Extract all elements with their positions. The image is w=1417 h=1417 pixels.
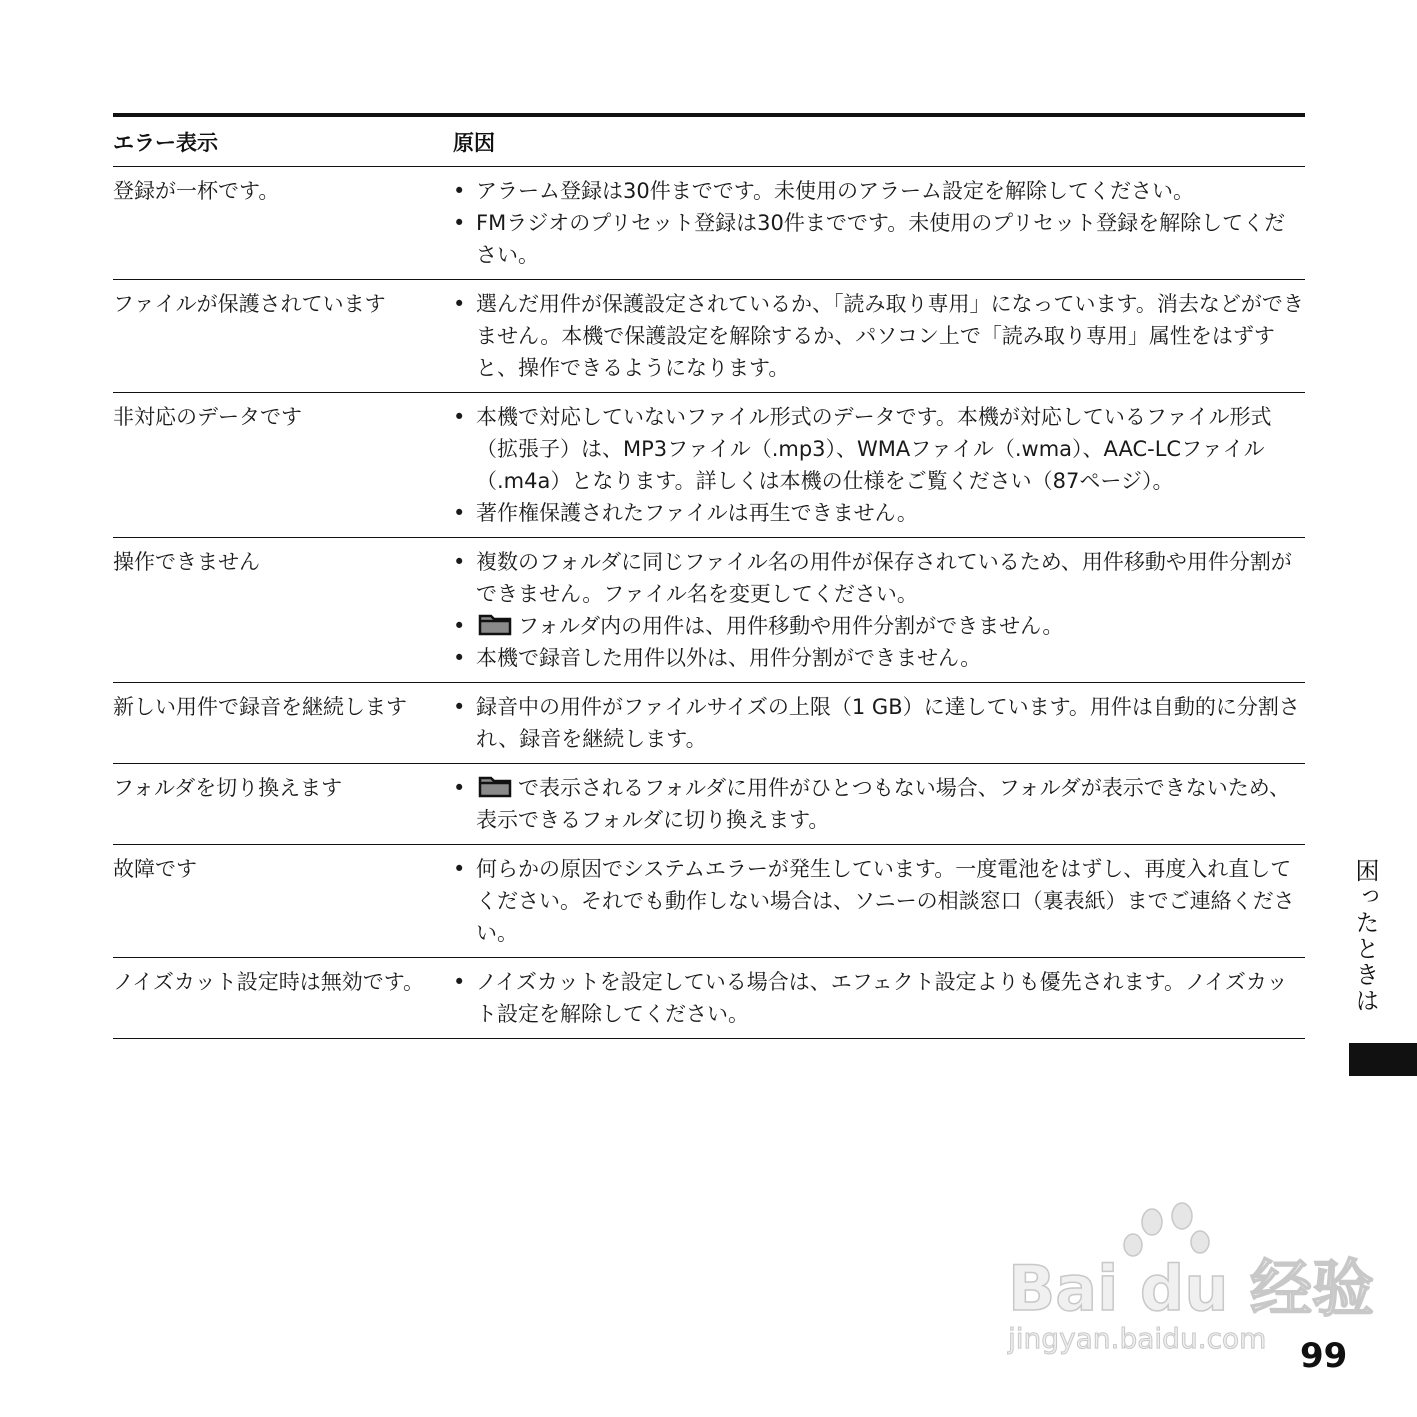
page-number: 99	[1300, 1336, 1348, 1376]
watermark	[1000, 1200, 1375, 1374]
cause-item	[453, 772, 1305, 836]
cause-item	[453, 497, 1305, 529]
cause-item	[453, 288, 1305, 384]
cause-text: 本機で録音した用件以外は、用件分割ができません。	[476, 646, 982, 670]
bullet-icon: •	[453, 614, 466, 638]
cause-cell	[453, 393, 1305, 538]
folder-icon	[478, 774, 512, 798]
error-message-cell: 操作できません	[113, 550, 260, 574]
bullet-icon: •	[453, 695, 466, 719]
cause-list	[453, 853, 1305, 949]
baidu-watermark-logo	[1000, 1200, 1375, 1370]
cause-text: 複数のフォルダに同じファイル名の用件が保存されているため、用件移動や用件分割ができません。ファイル名を変更してください。	[476, 550, 1292, 606]
error-message-cell: ファイルが保護されています	[113, 292, 386, 316]
error-message-cell: 新しい用件で録音を継続します	[113, 695, 407, 719]
table-row	[113, 280, 1305, 393]
cause-cell	[453, 167, 1305, 280]
bullet-icon: •	[453, 211, 466, 235]
cause-item	[453, 642, 1305, 674]
cause-item	[453, 610, 1305, 642]
bullet-icon: •	[453, 646, 466, 670]
table-row	[113, 958, 1305, 1039]
cause-list	[453, 546, 1305, 674]
cause-list	[453, 288, 1305, 384]
cause-cell	[453, 683, 1305, 764]
cause-cell	[453, 958, 1305, 1039]
table-row	[113, 538, 1305, 683]
section-tab-marker	[1349, 1043, 1417, 1076]
cause-text: フォルダ内の用件は、用件移動や用件分割ができません。	[518, 614, 1064, 638]
bullet-icon: •	[453, 970, 466, 994]
cause-text: 本機で対応していないファイル形式のデータです。本機が対応しているファイル形式（拡張子）は、MP3ファイル（.mp3）、WMAファイル（.wma）、AAC-LCファイル（.m4a）となります。詳しくは本機の仕様をご覧ください（87ページ）。	[476, 405, 1272, 493]
error-table-container	[113, 113, 1305, 1039]
table-row	[113, 167, 1305, 280]
table-row	[113, 764, 1305, 845]
table-row	[113, 845, 1305, 958]
error-message-cell: ノイズカット設定時は無効です。	[113, 970, 425, 994]
cause-cell	[453, 280, 1305, 393]
bullet-icon: •	[453, 776, 466, 800]
cause-list	[453, 966, 1305, 1030]
table-header-row	[113, 115, 1305, 167]
table-row	[113, 393, 1305, 538]
cause-item	[453, 546, 1305, 610]
bullet-icon: •	[453, 292, 466, 316]
table-body	[113, 167, 1305, 1039]
folder-icon	[478, 612, 512, 636]
cause-list	[453, 175, 1305, 271]
cause-list	[453, 401, 1305, 529]
header-error-display: エラー表示	[113, 131, 218, 155]
watermark-url: jingyan.baidu.com	[1008, 1322, 1267, 1355]
error-table	[113, 113, 1305, 1039]
table-row	[113, 683, 1305, 764]
cause-text: ノイズカットを設定している場合は、エフェクト設定よりも優先されます。ノイズカット設定を解除してください。	[476, 970, 1288, 1026]
cause-text: 何らかの原因でシステムエラーが発生しています。一度電池をはずし、再度入れ直してください。それでも動作しない場合は、ソニーの相談窓口（裏表紙）までご連絡ください。	[476, 857, 1295, 945]
error-message-cell: 登録が一杯です。	[113, 179, 280, 203]
cause-cell	[453, 764, 1305, 845]
bullet-icon: •	[453, 857, 466, 881]
error-message-cell: フォルダを切り換えます	[113, 776, 343, 800]
error-message-cell: 故障です	[113, 857, 197, 881]
bullet-icon: •	[453, 550, 466, 574]
cause-item	[453, 691, 1305, 755]
cause-list	[453, 772, 1305, 836]
bullet-icon: •	[453, 405, 466, 429]
header-cause: 原因	[453, 131, 495, 155]
cause-cell	[453, 538, 1305, 683]
cause-text: FMラジオのプリセット登録は30件までです。未使用のプリセット登録を解除してください。	[476, 211, 1286, 267]
cause-item	[453, 207, 1305, 271]
bullet-icon: •	[453, 501, 466, 525]
cause-text: で表示されるフォルダに用件がひとつもない場合、フォルダが表示できないため、表示できるフォルダに切り換えます。	[476, 776, 1290, 832]
error-message-cell: 非対応のデータです	[113, 405, 302, 429]
section-tab-label: 困ったときは	[1351, 858, 1379, 1014]
cause-item	[453, 175, 1305, 207]
cause-text: 選んだ用件が保護設定されているか、「読み取り専用」になっています。消去などができません。本機で保護設定を解除するか、パソコン上で「読み取り専用」属性をはずすと、操作できるようになります。	[476, 292, 1304, 380]
cause-item	[453, 966, 1305, 1030]
cause-item	[453, 853, 1305, 949]
cause-list	[453, 691, 1305, 755]
cause-text: アラーム登録は30件までです。未使用のアラーム設定を解除してください。	[476, 179, 1195, 203]
cause-text: 録音中の用件がファイルサイズの上限（1 GB）に達しています。用件は自動的に分割され、録音を継続します。	[476, 695, 1300, 751]
watermark-brand: Bai du 经验	[1008, 1252, 1375, 1325]
bullet-icon: •	[453, 179, 466, 203]
cause-cell	[453, 845, 1305, 958]
cause-text: 著作権保護されたファイルは再生できません。	[476, 501, 918, 525]
cause-item	[453, 401, 1305, 497]
